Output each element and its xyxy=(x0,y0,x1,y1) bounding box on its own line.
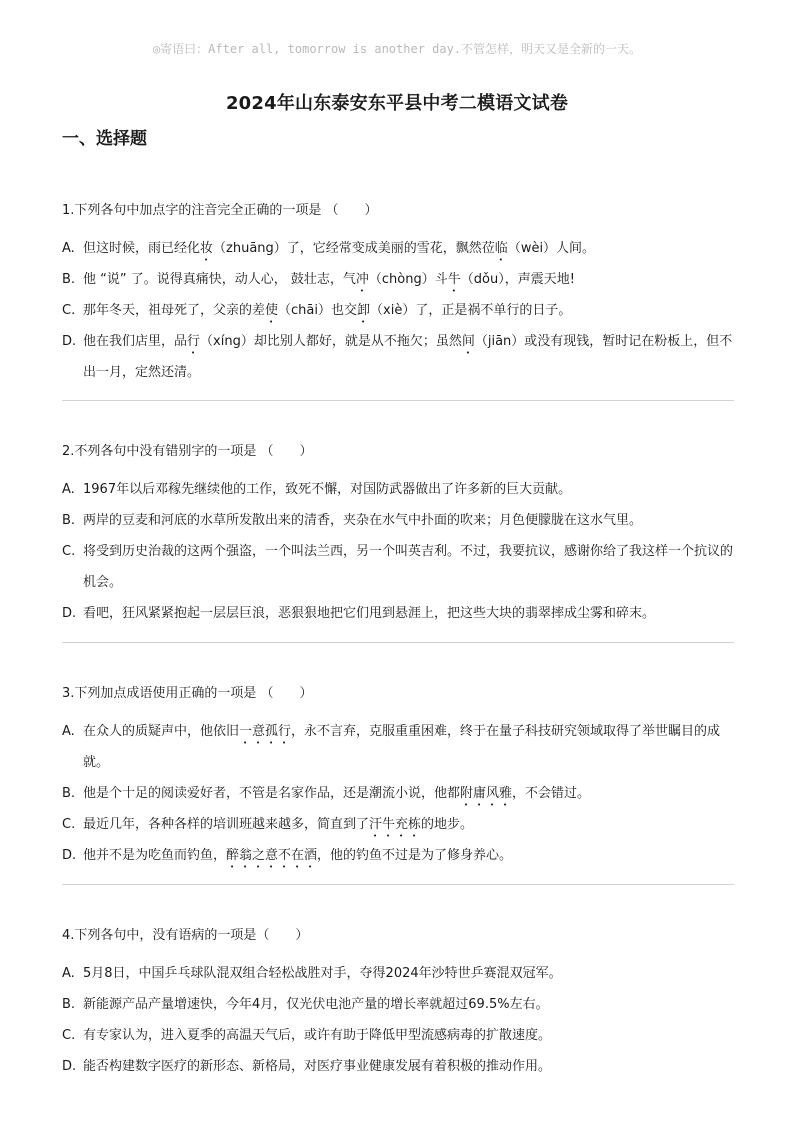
option-text: 5月8日，中国乒乓球队混双组合轻松战胜对手，夺得2024年沙特世乒赛混双冠军。 xyxy=(83,966,562,981)
option-c[interactable] xyxy=(62,809,734,840)
option-letter: D. xyxy=(62,606,77,621)
watermark-motto: ◎寄语曰：After all, tomorrow is another day.不管怎样，明天又是全新的一天。 xyxy=(152,42,642,56)
option-letter: D. xyxy=(62,848,77,863)
emphasized-text: 行 xyxy=(187,334,201,349)
option-b[interactable] xyxy=(62,505,734,536)
emphasized-text: 妆 xyxy=(200,241,214,256)
option-text: 两岸的豆麦和河底的水草所发散出来的清香，夹杂在水气中扑面的吹来；月色便朦胧在这水气里。 xyxy=(83,513,643,528)
option-text: （xíng）却比别人都好，就是从不拖欠；虽然 xyxy=(200,334,462,349)
emphasized-text: 使 xyxy=(265,303,279,318)
option-text: 将受到历史治裁的这两个强盗，一个叫法兰西，另一个叫英吉利。不过，我要抗议，感谢你给了我这样一个抗议的机会。 xyxy=(83,544,734,590)
option-text: 最近几年，各种各样的培训班越来越多，简直到了 xyxy=(83,817,370,832)
option-d[interactable] xyxy=(62,326,734,388)
option-text: （jiān）或没有现钱，暂时记在粉板上，但不出一月，定然还清。 xyxy=(83,334,733,380)
question-stem: 3.下列加点成语使用正确的一项是 （ ） xyxy=(62,686,313,701)
option-a[interactable] xyxy=(62,958,734,989)
section-title: 一、选择题 xyxy=(62,129,147,149)
option-letter: A. xyxy=(62,966,75,981)
option-text: （chāi）也交 xyxy=(278,303,357,318)
question-stem: 1.下列各句中加点字的注音完全正确的一项是 （ ） xyxy=(62,203,378,218)
exam-title: 2024年山东泰安东平县中考二模语文试卷 xyxy=(225,93,569,114)
option-letter: A. xyxy=(62,482,75,497)
option-d[interactable] xyxy=(62,840,734,871)
option-letter: C. xyxy=(62,303,76,318)
option-text: （chòng）斗 xyxy=(368,272,448,287)
emphasized-text: 附庸风雅 xyxy=(460,786,513,801)
option-text: ，永不言弃，克服重重困难，终于在量子科技研究领域取得了举世瞩目的成就。 xyxy=(83,724,721,770)
emphasized-text: 一意孤行 xyxy=(239,724,292,739)
question-divider xyxy=(62,400,734,401)
emphasized-text: 醉翁之意不在酒 xyxy=(226,848,318,863)
option-text: 但这时候，雨已经化 xyxy=(83,241,201,256)
question-stem: 4.下列各句中，没有语病的一项是（ ） xyxy=(62,928,309,943)
option-text: ，不会错过。 xyxy=(512,786,591,801)
option-c[interactable] xyxy=(62,1020,734,1051)
option-text: （zhuāng）了，它经常变成美丽的雪花，飘然莅 xyxy=(213,241,495,256)
question-divider xyxy=(62,642,734,643)
option-text: 那年冬天，祖母死了，父亲的差 xyxy=(83,303,266,318)
option-c[interactable] xyxy=(62,536,734,598)
option-c[interactable] xyxy=(62,295,734,326)
option-text: 他在我们店里，品 xyxy=(83,334,188,349)
option-letter: A. xyxy=(62,241,75,256)
option-letter: C. xyxy=(62,817,76,832)
option-text: 他 “说” 了。说得真痛快，动人心， 鼓壮志，气 xyxy=(83,272,356,287)
option-a[interactable] xyxy=(62,474,734,505)
option-text: 他并不是为吃鱼而钓鱼， xyxy=(83,848,227,863)
option-text: 能否构建数字医疗的新形态、新格局，对医疗事业健康发展有着积极的推动作用。 xyxy=(83,1059,552,1074)
option-letter: C. xyxy=(62,544,76,559)
question-3 xyxy=(62,684,734,871)
option-text: 新能源产品产量增速快，今年4月，仅光伏电池产量的增长率就超过69.5%左右。 xyxy=(83,997,549,1012)
emphasized-text: 卸 xyxy=(357,303,371,318)
emphasized-text: 临 xyxy=(494,241,508,256)
question-1 xyxy=(62,201,734,388)
option-d[interactable] xyxy=(62,598,734,629)
option-b[interactable] xyxy=(62,264,734,295)
option-text: 他是个十足的阅读爱好者，不管是名家作品，还是潮流小说，他都 xyxy=(83,786,461,801)
option-b[interactable] xyxy=(62,989,734,1020)
option-text: （wèi）人间。 xyxy=(507,241,596,256)
option-text: 的地步。 xyxy=(421,817,474,832)
option-text: 有专家认为，进入夏季的高温天气后，或许有助于降低甲型流感病毒的扩散速度。 xyxy=(83,1028,552,1043)
option-text: ，他的钓鱼不过是为了修身养心。 xyxy=(317,848,513,863)
option-text: 在众人的质疑声中，他依旧 xyxy=(83,724,240,739)
emphasized-text: 间 xyxy=(461,334,475,349)
question-4 xyxy=(62,926,734,1082)
option-letter: B. xyxy=(62,272,76,287)
emphasized-text: 汗牛充栋 xyxy=(369,817,422,832)
option-letter: D. xyxy=(62,334,77,349)
option-letter: D. xyxy=(62,1059,77,1074)
option-letter: A. xyxy=(62,724,75,739)
option-letter: B. xyxy=(62,997,76,1012)
option-a[interactable] xyxy=(62,233,734,264)
emphasized-text: 冲 xyxy=(355,272,369,287)
emphasized-text: 牛 xyxy=(447,272,461,287)
option-text: 看吧，狂风紧紧抱起一层层巨浪，恶狠狠地把它们甩到悬涯上，把这些大块的翡翠摔成尘雾和碎末。 xyxy=(83,606,656,621)
option-letter: B. xyxy=(62,786,76,801)
question-stem: 2.不列各句中没有错别字的一项是 （ ） xyxy=(62,444,313,459)
option-text: （dǒu），声震天地! xyxy=(460,272,575,287)
option-text: （xiè）了，正是祸不单行的日子。 xyxy=(370,303,572,318)
option-letter: B. xyxy=(62,513,76,528)
question-2 xyxy=(62,442,734,629)
option-a[interactable] xyxy=(62,716,734,778)
option-text: 1967年以后邓稼先继续他的工作，致死不懈，对国防武器做出了许多新的巨大贡献。 xyxy=(83,482,572,497)
question-divider xyxy=(62,884,734,885)
option-d[interactable] xyxy=(62,1051,734,1082)
option-b[interactable] xyxy=(62,778,734,809)
option-letter: C. xyxy=(62,1028,76,1043)
